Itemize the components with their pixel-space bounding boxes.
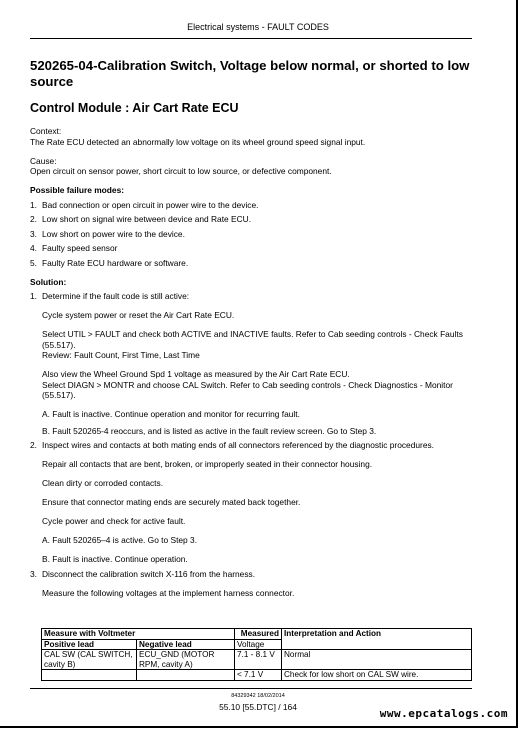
cause-text: Open circuit on sensor power, short circuit to low source, or defective component. [30,166,332,176]
solution-step-2: 2. Inspect wires and contacts at both mating ends of all connectors referenced by the diagnostic procedures. [30,440,434,450]
step-1-details [30,310,476,436]
table-cell [42,670,137,681]
interp-header: Interpretation and Action [282,629,472,650]
step-1-text: Select UTIL > FAULT and check both ACTIVE and INACTIVE faults. Refer to Cab seeding controls - Check Faults (55.517). [42,329,463,350]
failure-modes-heading: Possible failure modes: [30,185,125,195]
step-2-text: Cycle power and check for active fault. [42,516,186,526]
list-item: 1. Bad connection or open circuit in power wire to the device. [30,199,259,210]
document-code: 84329342 18/02/2014 [231,693,285,699]
watermark: www.epcatalogs.com [379,707,508,720]
step-3-text: Measure the following voltages at the implement harness connector. [42,587,295,598]
step-1-text: Cycle system power or reset the Air Cart Rate ECU. [42,310,235,320]
solution-step-3: 3. Disconnect the calibration switch X-116 from the harness. [30,568,256,579]
step-1-text: Review: Fault Count, First Time, Last Time [42,350,200,360]
step-2-details [30,459,476,565]
solution-step-1: 1. Determine if the fault code is still active: [30,291,190,301]
step-1-text: Select DIAGN > MONTR and choose CAL Switch. Refer to Cab seeding controls - Check Diagnostics - Monitor (55.517). [42,379,453,400]
table-cell: Normal [282,650,472,670]
header-rule [30,38,472,39]
list-item: 2. Low short on signal wire between device and Rate ECU. [30,214,252,224]
cause-heading: Cause: [30,155,57,166]
table-row [42,670,472,681]
step-3-details [30,588,476,599]
step-2-text: Ensure that connector mating ends are securely mated back together. [42,497,301,507]
step-1-option-b: B. Fault 520265-4 reoccurs, and is listed as active in the fault review screen. Go to Step 3. [42,425,377,436]
step-1-text: Also view the Wheel Ground Spd 1 voltage as measured by the Air Cart Rate ECU. [42,369,350,379]
table-row [42,650,472,670]
page-header: Electrical systems - FAULT CODES [187,22,329,32]
page-number: 55.10 [55.DTC] / 164 [219,702,297,712]
step-2-text: Repair all contacts that are bent, broken, or improperly seated in their connector housing. [42,459,373,469]
measured-header: Measured [235,629,282,640]
step-2-option-b: B. Fault is inactive. Continue operation. [42,554,188,564]
table-cell: 7.1 - 8.1 V [235,650,282,670]
table-cell [137,670,235,681]
footer-rule [30,688,472,689]
step-2-text: Clean dirty or corroded contacts. [42,478,164,488]
negative-header: Negative lead [137,639,235,650]
table-cell: ECU_GND (MOTOR RPM, cavity A) [137,650,235,670]
context-text: The Rate ECU detected an abnormally low voltage on its wheel ground speed signal input. [30,136,366,147]
step-1-option-a: A. Fault is inactive. Continue operation and monitor for recurring fault. [42,409,300,419]
table-cell: < 7.1 V [235,670,282,681]
context-heading: Context: [30,126,62,136]
measure-header: Measure with Voltmeter [42,629,235,640]
list-item: 3. Low short on power wire to the device. [30,228,185,239]
fault-title: 520265-04-Calibration Switch, Voltage below normal, or shorted to low source [30,58,470,89]
solution-heading: Solution: [30,276,67,287]
list-item: 5. Faulty Rate ECU hardware or software. [30,257,189,268]
table-cell: Check for low short on CAL SW wire. [282,670,472,681]
step-2-option-a: A. Fault 520265–4 is active. Go to Step 3. [42,535,198,545]
fault-body [30,126,476,598]
voltage-table [41,628,472,681]
failure-modes-list [30,200,476,269]
list-item: 4. Faulty speed sensor [30,243,118,253]
table-cell: CAL SW (CAL SWITCH, cavity B) [42,650,137,670]
voltage-header: Voltage [235,639,282,650]
table-header-row [42,629,472,640]
control-module-heading: Control Module : Air Cart Rate ECU [30,101,239,115]
positive-header: Positive lead [42,639,137,650]
